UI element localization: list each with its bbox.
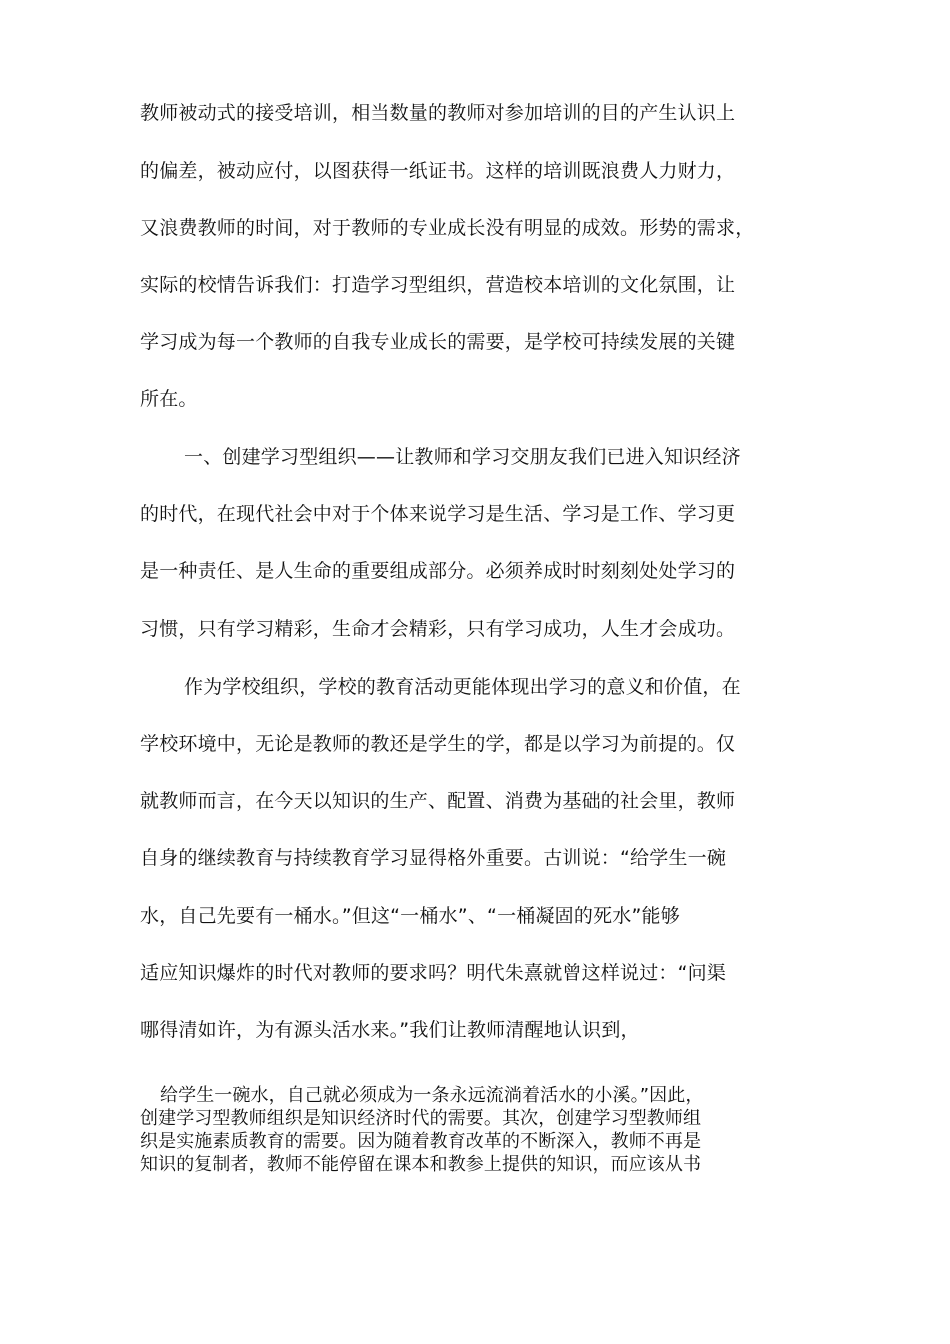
- text-line: 是一种责任、是人生命的重要组成部分。必须养成时时刻刻处处学习的: [140, 560, 736, 582]
- text-line: 的时代，在现代社会中对于个体来说学习是生活、学习是工作、学习更: [140, 503, 736, 525]
- text-line: 作为学校组织，学校的教育活动更能体现出学习的意义和价值，在: [184, 676, 741, 698]
- text-line: 学习成为每一个教师的自我专业成长的需要，是学校可持续发展的关键: [140, 331, 736, 353]
- text-line: 水，自己先要有一桶水。”但这“一桶水”、“一桶凝固的死水”能够: [140, 905, 680, 927]
- text-line: 学校环境中，无论是教师的教还是学生的学，都是以学习为前提的。仅: [140, 733, 736, 755]
- text-line: 适应知识爆炸的时代对教师的要求吗？明代朱熹就曾这样说过：“问渠: [140, 962, 727, 984]
- text-line: 自身的继续教育与持续教育学习显得格外重要。古训说：“给学生一碗: [140, 847, 727, 869]
- text-line: 所在。: [140, 388, 198, 410]
- text-line: 又浪费教师的时间，对于教师的专业成长没有明显的成效。形势的需求，: [140, 217, 755, 239]
- text-line: 一、创建学习型组织——让教师和学习交朋友我们已进入知识经济: [184, 446, 741, 468]
- text-line: 哪得清如许，为有源头活水来。”我们让教师清醒地认识到，: [140, 1019, 640, 1041]
- text-line: 实际的校情告诉我们：打造学习型组织，营造校本培训的文化氛围，让: [140, 274, 736, 296]
- text-line: 就教师而言，在今天以知识的生产、配置、消费为基础的社会里，教师: [140, 790, 736, 812]
- text-line: 的偏差，被动应付，以图获得一纸证书。这样的培训既浪费人力财力，: [140, 160, 736, 182]
- text-line: 给学生一碗水，自己就必须成为一条永远流淌着活水的小溪。”因此，: [160, 1085, 704, 1106]
- text-line: 知识的复制者，教师不能停留在课本和教参上提供的知识，而应该从书: [140, 1154, 702, 1175]
- text-line: 习惯，只有学习精彩，生命才会精彩，只有学习成功，人生才会成功。: [140, 618, 736, 640]
- text-line: 教师被动式的接受培训，相当数量的教师对参加培训的目的产生认识上: [140, 102, 736, 124]
- text-line: 创建学习型教师组织是知识经济时代的需要。其次，创建学习型教师组: [140, 1108, 702, 1129]
- text-line: 织是实施素质教育的需要。因为随着教育改革的不断深入，教师不再是: [140, 1131, 702, 1152]
